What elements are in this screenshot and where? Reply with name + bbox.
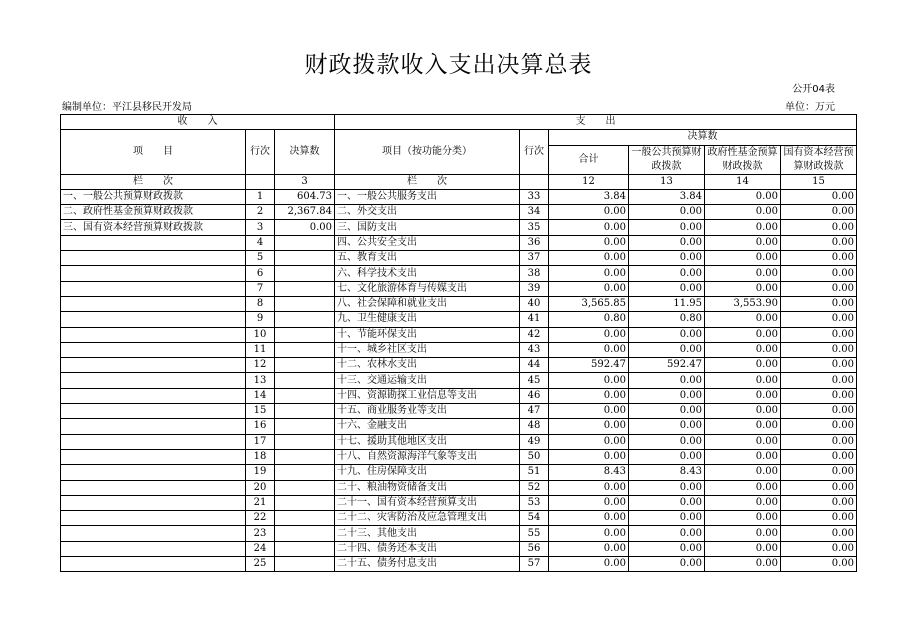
expense-row-no: 48 <box>520 419 549 434</box>
general-budget-value: 3.84 <box>629 189 705 204</box>
income-row-no: 18 <box>246 449 275 464</box>
income-row-no: 7 <box>246 281 275 296</box>
expense-item: 五、教育支出 <box>335 251 520 266</box>
col13-header: 一般公共预算财政拨款 <box>629 145 705 174</box>
expense-row-no: 47 <box>520 404 549 419</box>
income-item <box>61 511 246 526</box>
expense-row-no: 50 <box>520 449 549 464</box>
fund-budget-value: 0.00 <box>705 235 781 250</box>
income-row-no: 3 <box>246 220 275 235</box>
general-budget-value: 0.00 <box>629 342 705 357</box>
expense-total: 0.00 <box>549 220 629 235</box>
expense-item: 十九、住房保障支出 <box>335 465 520 480</box>
expense-item: 二、外交支出 <box>335 205 520 220</box>
expense-item: 十五、商业服务业等支出 <box>335 404 520 419</box>
expense-item: 二十三、其他支出 <box>335 526 520 541</box>
income-value <box>275 342 335 357</box>
expense-row-no: 40 <box>520 296 549 311</box>
expense-item: 六、科学技术支出 <box>335 266 520 281</box>
reporting-unit: 编制单位：平江县移民开发局 <box>62 102 192 113</box>
table-row <box>61 495 857 510</box>
income-item <box>61 541 246 556</box>
general-budget-value: 0.80 <box>629 312 705 327</box>
table-row <box>61 449 857 464</box>
state-capital-value: 0.00 <box>781 404 857 419</box>
income-item <box>61 296 246 311</box>
fund-budget-value: 0.00 <box>705 526 781 541</box>
expense-total: 0.00 <box>549 449 629 464</box>
expense-total: 0.00 <box>549 404 629 419</box>
expense-total: 0.00 <box>549 251 629 266</box>
page-title: 财政拨款收入支出决算总表 <box>304 52 593 78</box>
income-row-no: 6 <box>246 266 275 281</box>
expense-row-no: 57 <box>520 557 549 572</box>
lanci-14: 14 <box>705 174 781 189</box>
income-value <box>275 434 335 449</box>
expense-item: 二十二、灾害防治及应急管理支出 <box>335 511 520 526</box>
fund-budget-value: 0.00 <box>705 495 781 510</box>
general-budget-value: 0.00 <box>629 449 705 464</box>
expense-item: 二十五、债务付息支出 <box>335 557 520 572</box>
income-value <box>275 419 335 434</box>
income-item <box>61 434 246 449</box>
expense-total: 0.00 <box>549 419 629 434</box>
income-row-no: 13 <box>246 373 275 388</box>
income-value <box>275 557 335 572</box>
expense-total: 0.00 <box>549 480 629 495</box>
state-capital-value: 0.00 <box>781 251 857 266</box>
income-item: 二、政府性基金预算财政拨款 <box>61 205 246 220</box>
summary-table <box>60 114 857 572</box>
income-value <box>275 312 335 327</box>
table-row <box>61 404 857 419</box>
income-item <box>61 465 246 480</box>
expense-total: 592.47 <box>549 358 629 373</box>
general-budget-value: 8.43 <box>629 465 705 480</box>
table-row <box>61 541 857 556</box>
expense-item: 九、卫生健康支出 <box>335 312 520 327</box>
state-capital-value: 0.00 <box>781 342 857 357</box>
state-capital-value: 0.00 <box>781 235 857 250</box>
general-budget-value: 0.00 <box>629 511 705 526</box>
state-capital-value: 0.00 <box>781 526 857 541</box>
expense-row-no: 35 <box>520 220 549 235</box>
table-row <box>61 281 857 296</box>
expense-item: 一、一般公共服务支出 <box>335 189 520 204</box>
expense-row-no: 53 <box>520 495 549 510</box>
state-capital-value: 0.00 <box>781 388 857 403</box>
state-capital-value: 0.00 <box>781 296 857 311</box>
fund-budget-value: 0.00 <box>705 312 781 327</box>
income-row-no: 22 <box>246 511 275 526</box>
income-row-no: 9 <box>246 312 275 327</box>
income-item <box>61 251 246 266</box>
income-item <box>61 235 246 250</box>
expense-row-no: 54 <box>520 511 549 526</box>
table-row <box>61 373 857 388</box>
total-header: 合计 <box>549 145 629 174</box>
expense-total: 0.00 <box>549 557 629 572</box>
fund-budget-value: 0.00 <box>705 434 781 449</box>
expense-row-no: 51 <box>520 465 549 480</box>
expense-row-no: 42 <box>520 327 549 342</box>
state-capital-value: 0.00 <box>781 266 857 281</box>
state-capital-value: 0.00 <box>781 189 857 204</box>
expense-total: 0.00 <box>549 541 629 556</box>
expense-item: 八、社会保障和就业支出 <box>335 296 520 311</box>
general-budget-value: 0.00 <box>629 327 705 342</box>
expense-item: 二十四、债务还本支出 <box>335 541 520 556</box>
expense-total: 3.84 <box>549 189 629 204</box>
expense-item: 四、公共安全支出 <box>335 235 520 250</box>
income-item <box>61 388 246 403</box>
state-capital-value: 0.00 <box>781 419 857 434</box>
table-row <box>61 312 857 327</box>
income-item <box>61 526 246 541</box>
income-value <box>275 465 335 480</box>
table-row <box>61 235 857 250</box>
fund-budget-value: 0.00 <box>705 281 781 296</box>
expense-row-no: 39 <box>520 281 549 296</box>
income-row-no: 20 <box>246 480 275 495</box>
income-row-no: 21 <box>246 495 275 510</box>
expense-total: 0.00 <box>549 511 629 526</box>
expense-total: 0.80 <box>549 312 629 327</box>
general-budget-value: 592.47 <box>629 358 705 373</box>
state-capital-value: 0.00 <box>781 465 857 480</box>
table-row <box>61 266 857 281</box>
expense-item: 十、节能环保支出 <box>335 327 520 342</box>
func-item-header: 项目（按功能分类） <box>335 130 520 174</box>
income-item <box>61 480 246 495</box>
expense-row-no: 44 <box>520 358 549 373</box>
income-row-no: 12 <box>246 358 275 373</box>
fund-budget-value: 0.00 <box>705 251 781 266</box>
expense-row-no: 45 <box>520 373 549 388</box>
state-capital-value: 0.00 <box>781 541 857 556</box>
income-item <box>61 373 246 388</box>
income-row-no: 17 <box>246 434 275 449</box>
expense-item: 二十一、国有资本经营预算支出 <box>335 495 520 510</box>
expense-item: 十一、城乡社区支出 <box>335 342 520 357</box>
state-capital-value: 0.00 <box>781 358 857 373</box>
income-row-no: 10 <box>246 327 275 342</box>
table-row <box>61 220 857 235</box>
income-row-no: 24 <box>246 541 275 556</box>
fund-budget-value: 0.00 <box>705 358 781 373</box>
expense-row-no: 36 <box>520 235 549 250</box>
expense-total: 0.00 <box>549 388 629 403</box>
lanci-15: 15 <box>781 174 857 189</box>
income-value <box>275 235 335 250</box>
income-value <box>275 495 335 510</box>
expense-item: 十四、资源勘探工业信息等支出 <box>335 388 520 403</box>
state-capital-value: 0.00 <box>781 327 857 342</box>
expense-item: 十六、金融支出 <box>335 419 520 434</box>
fund-budget-value: 3,553.90 <box>705 296 781 311</box>
general-budget-value: 0.00 <box>629 205 705 220</box>
income-row-no: 8 <box>246 296 275 311</box>
state-capital-value: 0.00 <box>781 480 857 495</box>
state-capital-value: 0.00 <box>781 312 857 327</box>
general-budget-value: 0.00 <box>629 388 705 403</box>
income-item <box>61 404 246 419</box>
general-budget-value: 0.00 <box>629 251 705 266</box>
table-row <box>61 480 857 495</box>
fund-budget-value: 0.00 <box>705 465 781 480</box>
income-item <box>61 495 246 510</box>
table-row <box>61 434 857 449</box>
table-row <box>61 511 857 526</box>
lanci-12: 12 <box>549 174 629 189</box>
general-budget-value: 0.00 <box>629 557 705 572</box>
general-budget-value: 0.00 <box>629 495 705 510</box>
expense-item: 三、国防支出 <box>335 220 520 235</box>
table-row <box>61 465 857 480</box>
income-item <box>61 449 246 464</box>
table-row <box>61 296 857 311</box>
expense-total: 0.00 <box>549 434 629 449</box>
income-item <box>61 327 246 342</box>
state-capital-value: 0.00 <box>781 557 857 572</box>
lanci-right: 栏 次 <box>335 174 520 189</box>
table-row <box>61 358 857 373</box>
state-capital-value: 0.00 <box>781 511 857 526</box>
expense-item: 七、文化旅游体育与传媒支出 <box>335 281 520 296</box>
state-capital-value: 0.00 <box>781 449 857 464</box>
fund-budget-value: 0.00 <box>705 205 781 220</box>
expense-total: 3,565.85 <box>549 296 629 311</box>
expense-item: 十二、农林水支出 <box>335 358 520 373</box>
income-row-no: 16 <box>246 419 275 434</box>
income-row-no: 23 <box>246 526 275 541</box>
income-row-no: 4 <box>246 235 275 250</box>
lanci-left: 栏 次 <box>61 174 246 189</box>
state-capital-value: 0.00 <box>781 373 857 388</box>
fund-budget-value: 0.00 <box>705 404 781 419</box>
expense-total: 0.00 <box>549 495 629 510</box>
income-item <box>61 557 246 572</box>
income-value <box>275 449 335 464</box>
table-row <box>61 526 857 541</box>
fund-budget-value: 0.00 <box>705 373 781 388</box>
table-row <box>61 205 857 220</box>
income-row-no: 15 <box>246 404 275 419</box>
income-value <box>275 251 335 266</box>
state-capital-value: 0.00 <box>781 495 857 510</box>
juesuan-group-header: 决算数 <box>549 130 857 145</box>
expense-row-no: 33 <box>520 189 549 204</box>
income-row-no: 19 <box>246 465 275 480</box>
expense-row-no: 43 <box>520 342 549 357</box>
state-capital-value: 0.00 <box>781 205 857 220</box>
expense-total: 0.00 <box>549 281 629 296</box>
income-item <box>61 312 246 327</box>
income-item <box>61 419 246 434</box>
fund-budget-value: 0.00 <box>705 449 781 464</box>
income-value <box>275 526 335 541</box>
general-budget-value: 0.00 <box>629 235 705 250</box>
table-row <box>61 189 857 204</box>
fund-budget-value: 0.00 <box>705 220 781 235</box>
expense-row-no: 56 <box>520 541 549 556</box>
expense-total: 0.00 <box>549 526 629 541</box>
lanci-3: 3 <box>275 174 335 189</box>
income-value <box>275 541 335 556</box>
expense-total: 0.00 <box>549 235 629 250</box>
row-no-header: 行次 <box>246 130 275 174</box>
general-budget-value: 0.00 <box>629 266 705 281</box>
currency-unit: 单位：万元 <box>785 102 835 113</box>
income-row-no: 25 <box>246 557 275 572</box>
general-budget-value: 0.00 <box>629 281 705 296</box>
expense-total: 0.00 <box>549 266 629 281</box>
income-row-no: 5 <box>246 251 275 266</box>
table-row <box>61 557 857 572</box>
table-row <box>61 342 857 357</box>
income-value <box>275 358 335 373</box>
expense-total: 0.00 <box>549 327 629 342</box>
expense-header: 支 出 <box>335 115 857 130</box>
income-value <box>275 480 335 495</box>
income-header: 收 入 <box>61 115 335 130</box>
expense-item: 十三、交通运输支出 <box>335 373 520 388</box>
income-item <box>61 358 246 373</box>
fund-budget-value: 0.00 <box>705 327 781 342</box>
income-row-no: 1 <box>246 189 275 204</box>
row-no2-header: 行次 <box>520 130 549 174</box>
general-budget-value: 0.00 <box>629 373 705 388</box>
table-row <box>61 327 857 342</box>
expense-row-no: 52 <box>520 480 549 495</box>
expense-total: 0.00 <box>549 373 629 388</box>
income-value <box>275 404 335 419</box>
expense-item: 十八、自然资源海洋气象等支出 <box>335 449 520 464</box>
income-value <box>275 281 335 296</box>
general-budget-value: 0.00 <box>629 220 705 235</box>
expense-total: 0.00 <box>549 205 629 220</box>
income-value <box>275 296 335 311</box>
fund-budget-value: 0.00 <box>705 541 781 556</box>
item-header: 项 目 <box>61 130 246 174</box>
table-row <box>61 251 857 266</box>
income-value <box>275 373 335 388</box>
general-budget-value: 0.00 <box>629 419 705 434</box>
income-row-no: 14 <box>246 388 275 403</box>
income-item: 一、一般公共预算财政拨款 <box>61 189 246 204</box>
table-row <box>61 419 857 434</box>
fund-budget-value: 0.00 <box>705 189 781 204</box>
fund-budget-value: 0.00 <box>705 557 781 572</box>
income-item: 三、国有资本经营预算财政拨款 <box>61 220 246 235</box>
expense-row-no: 38 <box>520 266 549 281</box>
expense-row-no: 55 <box>520 526 549 541</box>
fund-budget-value: 0.00 <box>705 342 781 357</box>
fund-budget-value: 0.00 <box>705 266 781 281</box>
income-value: 2,367.84 <box>275 205 335 220</box>
expense-row-no: 41 <box>520 312 549 327</box>
col14-header: 政府性基金预算财政拨款 <box>705 145 781 174</box>
fund-budget-value: 0.00 <box>705 388 781 403</box>
general-budget-value: 0.00 <box>629 480 705 495</box>
income-row-no: 11 <box>246 342 275 357</box>
income-value <box>275 327 335 342</box>
expense-row-no: 49 <box>520 434 549 449</box>
general-budget-value: 11.95 <box>629 296 705 311</box>
income-value <box>275 511 335 526</box>
general-budget-value: 0.00 <box>629 541 705 556</box>
income-item <box>61 342 246 357</box>
expense-total: 0.00 <box>549 342 629 357</box>
fund-budget-value: 0.00 <box>705 480 781 495</box>
income-row-no: 2 <box>246 205 275 220</box>
general-budget-value: 0.00 <box>629 434 705 449</box>
lanci-13: 13 <box>629 174 705 189</box>
expense-row-no: 46 <box>520 388 549 403</box>
form-code: 公开04表 <box>792 84 835 95</box>
income-item <box>61 266 246 281</box>
expense-row-no: 34 <box>520 205 549 220</box>
income-value <box>275 388 335 403</box>
fund-budget-value: 0.00 <box>705 511 781 526</box>
income-item <box>61 281 246 296</box>
fund-budget-value: 0.00 <box>705 419 781 434</box>
general-budget-value: 0.00 <box>629 526 705 541</box>
table-row <box>61 388 857 403</box>
general-budget-value: 0.00 <box>629 404 705 419</box>
expense-item: 二十、粮油物资储备支出 <box>335 480 520 495</box>
expense-total: 8.43 <box>549 465 629 480</box>
col15-header: 国有资本经营预算财政拨款 <box>781 145 857 174</box>
expense-row-no: 37 <box>520 251 549 266</box>
state-capital-value: 0.00 <box>781 281 857 296</box>
income-value <box>275 266 335 281</box>
state-capital-value: 0.00 <box>781 220 857 235</box>
income-value: 604.73 <box>275 189 335 204</box>
state-capital-value: 0.00 <box>781 434 857 449</box>
income-value: 0.00 <box>275 220 335 235</box>
expense-item: 十七、援助其他地区支出 <box>335 434 520 449</box>
juesuan-header: 决算数 <box>275 130 335 174</box>
